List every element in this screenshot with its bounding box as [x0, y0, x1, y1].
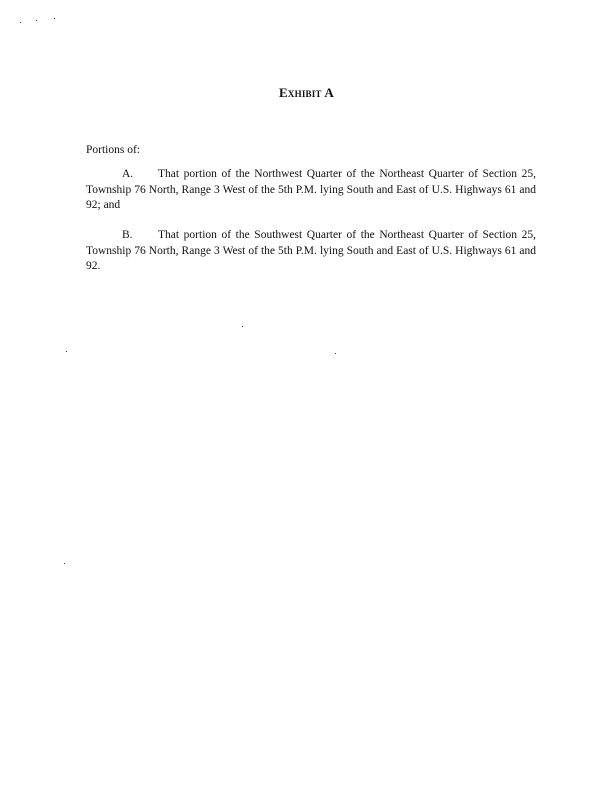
scan-speck	[54, 18, 55, 19]
intro-text: Portions of:	[86, 144, 140, 156]
scan-speck	[36, 20, 37, 21]
item-text: That portion of the Southwest Quarter of the Northeast Quarter of Section 25, Township 76 North, Range 3 West of the 5th P.M. lying South and East of U.S. Highways 61 and 92.	[86, 229, 536, 272]
scan-speck	[20, 22, 21, 23]
parcel-item-b	[86, 228, 536, 275]
item-letter: B.	[122, 229, 133, 241]
item-text: That portion of the Northwest Quarter of the Northeast Quarter of Section 25, Township 76 North, Range 3 West of the 5th P.M. lying South and East of U.S. Highways 61 and 92; and	[86, 168, 536, 211]
scan-speck	[66, 351, 67, 352]
scan-speck	[64, 563, 65, 564]
item-letter: A.	[122, 168, 134, 180]
parcel-item-a	[86, 167, 536, 214]
scan-speck	[335, 353, 336, 354]
scan-speck	[242, 326, 243, 327]
exhibit-title: Exhibit A	[279, 85, 334, 100]
